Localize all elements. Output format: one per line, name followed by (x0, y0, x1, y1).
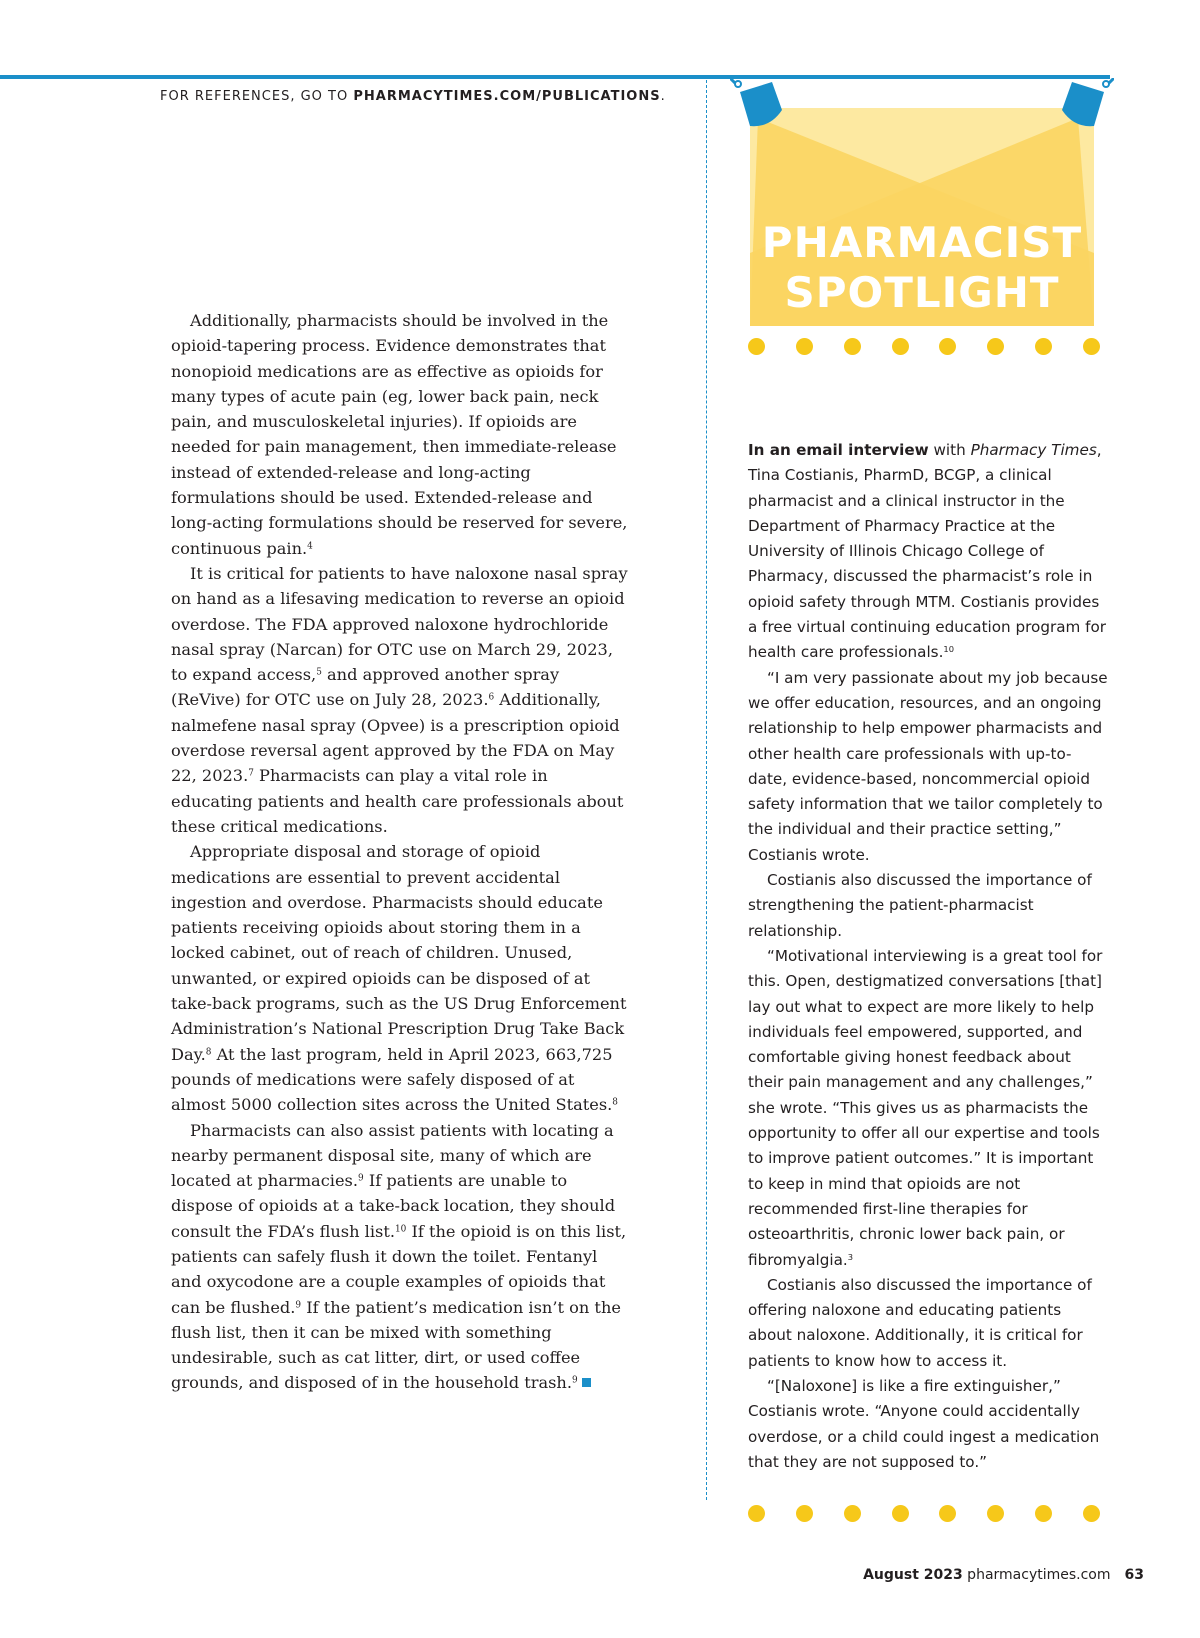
paragraph: “Motivational interviewing is a great tool for this. Open, destigmatized conversations [that] lay out what to expect are more likely to help individuals feel empowered, supported, and comfortable giving honest feedback about their pain management and any challenges,” she wrote. “This gives us as pharmacists the opportunity to offer all our expertise and tools to improve patient outcomes.” It is important to keep in mind that opioids are not recommended first-line therapies for osteoarthritis, chronic lower back pain, or fibromyalgia.$^3$ (748, 946, 1103, 1269)
dot-icon (1035, 338, 1052, 355)
page-footer (863, 1567, 1144, 1583)
dot-icon (1035, 1505, 1052, 1522)
dot-icon (796, 338, 813, 355)
dot-icon (844, 1505, 861, 1522)
dot-icon (844, 338, 861, 355)
spotlight-title: PHARMACIST SPOTLIGHT (761, 218, 1083, 317)
paragraph: In an email interview with Pharmacy Times, Tina Costianis, PharmD, BCGP, a clinical pharmacist and a clinical instructor in the Department of Pharmacy Practice at the University of Illinois Chicago College of Pharmacy, discussed the pharmacist’s role in opioid safety through MTM. Costianis provides a free virtual continuing education program for health care professionals.$^{10}$ (748, 441, 1107, 662)
paragraph: It is critical for patients to have naloxone nasal spray on hand as a lifesaving medication to reverse an opioid overdose. The FDA approved naloxone hydrochloride nasal spray (Narcan) for OTC use on March 29, 2023, to expand access,$^5$ and approved another spray (ReVive) for OTC use on July 28, 2023.$^6$ Additionally, nalmefene nasal spray (Opvee) is a prescription opioid overdose reversal agent approved by the FDA on May 22, 2023.$^7$ Pharmacists can play a vital role in educating patients and health care professionals about these critical medications. (171, 563, 628, 836)
site-url[interactable]: pharmacytimes.com (962, 1567, 1111, 1583)
dot-icon (796, 1505, 813, 1522)
dot-row-bottom (748, 1505, 1100, 1525)
column-divider (706, 80, 707, 1500)
dot-icon (892, 338, 909, 355)
paragraph: Costianis also discussed the importance of offering naloxone and educating patients about naloxone. Additionally, it is critical for patients to know how to access it. (748, 1275, 1092, 1370)
issue-date: August 2023 (863, 1567, 963, 1583)
paragraph: Additionally, pharmacists should be involved in the opioid-tapering process. Evidence demonstrates that nonopioid medications are as effective as opioids for many types of acute pain (eg, lower back pain, neck pain, and musculoskeletal injuries). If opioids are needed for pain management, then immediate-release instead of extended-release and long-acting formulations should be used. Extended-release and long-acting formulations should be reserved for severe, continuous pain.$^4$ (171, 311, 628, 558)
dot-row-top (748, 338, 1100, 358)
end-mark-icon (582, 1378, 591, 1387)
dot-icon (748, 338, 765, 355)
dot-icon (892, 1505, 909, 1522)
dot-icon (987, 1505, 1004, 1522)
dot-icon (939, 338, 956, 355)
dot-icon (939, 1505, 956, 1522)
pharmacist-spotlight-banner (730, 78, 1114, 368)
dot-icon (987, 338, 1004, 355)
references-link[interactable]: PHARMACYTIMES.COM/PUBLICATIONS (353, 89, 661, 104)
right-article-column (748, 438, 1108, 1475)
left-article-column (171, 308, 631, 1396)
paragraph: Costianis also discussed the importance of strengthening the patient-pharmacist relationship. (748, 871, 1092, 940)
paragraph: Appropriate disposal and storage of opioid medications are essential to prevent accidental ingestion and overdose. Pharmacists should educate patients receiving opioids about storing them in a locked cabinet, out of reach of children. Unused, unwanted, or expired opioids can be disposed of at take-back programs, such as the US Drug Enforcement Administration’s National Prescription Drug Take Back Day.$^8$ At the last program, held in April 2023, 663,725 pounds of medications were safely disposed of at almost 5000 collection sites across the United States.$^8$ (171, 842, 627, 1115)
page-number: 63 (1124, 1567, 1144, 1583)
dot-icon (1083, 338, 1100, 355)
paragraph: “[Naloxone] is like a fire extinguisher,” Costianis wrote. “Anyone could accidentally overdose, or a child could ingest a medication that they are not supposed to.” (748, 1376, 1100, 1471)
dot-icon (1083, 1505, 1100, 1522)
dot-icon (748, 1505, 765, 1522)
paragraph: “I am very passionate about my job because we offer education, resources, and an ongoing relationship to help empower pharmacists and other health care professionals with up-to-date, evidence-based, noncommercial opioid safety information that we tailor completely to the individual and their practice setting,” Costianis wrote. (748, 668, 1108, 864)
paragraph: Pharmacists can also assist patients with locating a nearby permanent disposal site, many of which are located at pharmacies.$^9$ If patients are unable to dispose of opioids at a take-back location, they should consult the FDA’s flush list.$^{10}$ If the opioid is on this list, patients can safely flush it down the toilet. Fentanyl and oxycodone are a couple examples of opioids that can be flushed.$^9$ If the patient’s medication isn’t on the flush list, then it can be mixed with something undesirable, such as cat litter, dirt, or used coffee grounds, and disposed of in the household trash.$^9$ (171, 1120, 627, 1393)
references-note: FOR REFERENCES, GO TO PHARMACYTIMES.COM/PUBLICATIONS. (160, 89, 666, 104)
